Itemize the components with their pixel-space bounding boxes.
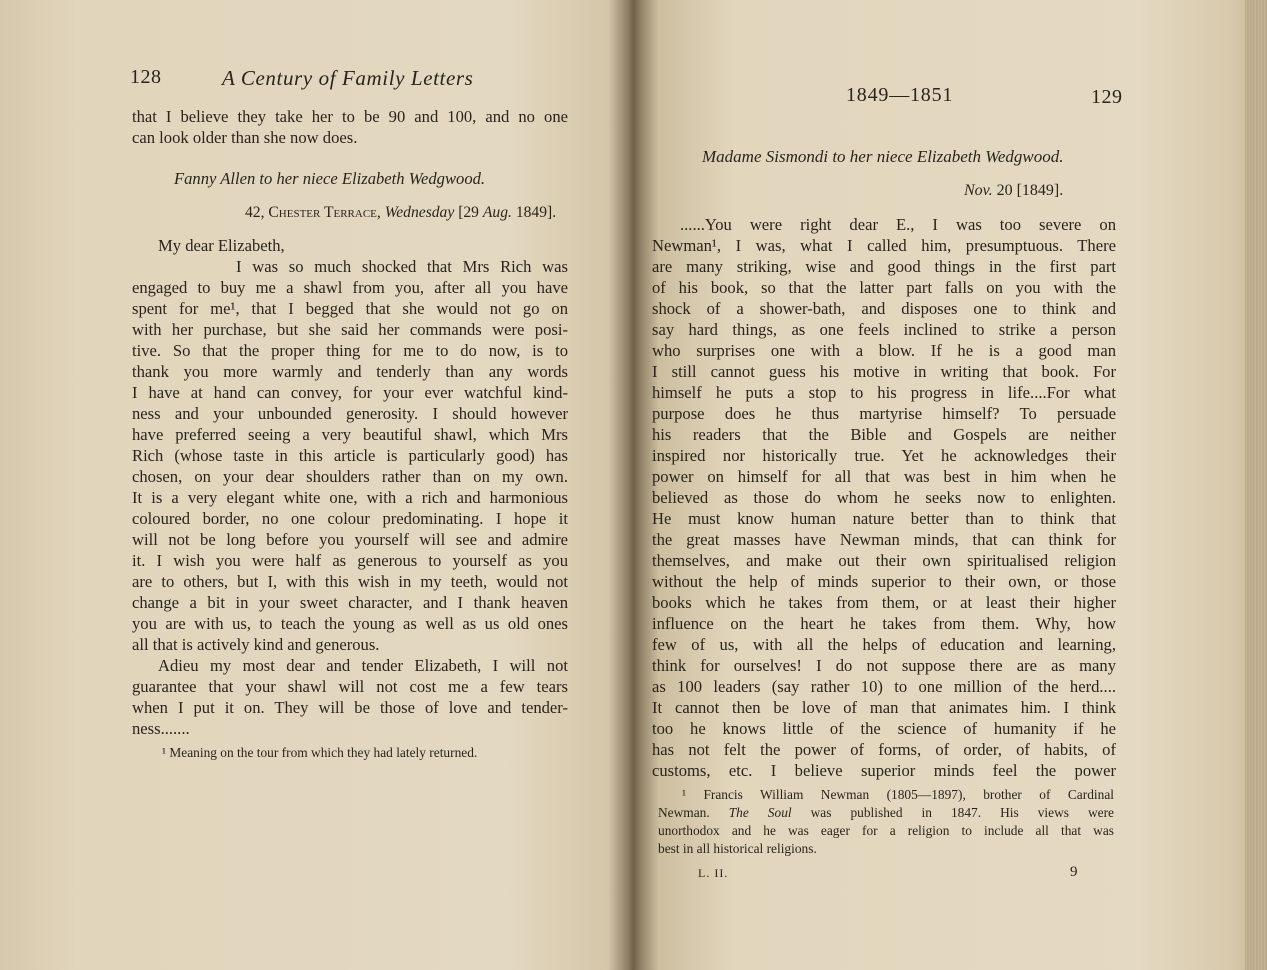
text-line: who surprises one with a blow. If he is a good man <box>652 341 1116 360</box>
right-page <box>622 0 1267 970</box>
address-number: 42, <box>245 204 265 221</box>
text-line: the great masses have Newman minds, that can think for <box>652 530 1116 549</box>
right-page-number: 129 <box>1091 86 1123 108</box>
text-line: as 100 leaders (say rather 10) to one million of the herd.... <box>652 677 1116 696</box>
text-line: It is a very elegant white one, with a rich and harmonious <box>132 488 568 507</box>
text-line: I still cannot guess his motive in writing that book. For <box>652 362 1116 381</box>
text-line: I have at hand can convey, for your ever watchful kind- <box>132 383 568 402</box>
date-line <box>964 182 1063 200</box>
text-line: will not be long before you yourself will see and admire <box>132 530 568 549</box>
text-line: engaged to buy me a shawl from you, after all you have <box>132 278 568 297</box>
text-line: books which he takes from them, or at least their higher <box>652 593 1116 612</box>
footnote-text: Newman. <box>658 805 710 820</box>
text-line: influence on the heart he takes from them. Why, how <box>652 614 1116 633</box>
footnote-book-title: The Soul <box>728 805 792 820</box>
footnote-line: unorthodox and he was eager for a religion to include all that was <box>658 823 1114 838</box>
text-line: power on himself for all that was best in him when he <box>652 467 1116 486</box>
text-line: too he knows little of the science of humanity if he <box>652 719 1116 738</box>
text-line: can look older than she now does. <box>132 128 358 147</box>
text-line: all that is actively kind and generous. <box>132 635 380 654</box>
text-line: are many striking, wise and good things in the first part <box>652 257 1116 276</box>
footnote-line: best in all historical religions. <box>658 841 817 856</box>
text-line: that I believe they take her to be 90 and 100, and no one <box>132 107 568 126</box>
address-street: Chester Terrace, <box>268 204 381 221</box>
address-line <box>245 204 556 222</box>
text-line: when I put it on. They will be those of love and tender- <box>132 698 568 717</box>
text-line: customs, etc. I believe superior minds feel the power <box>652 761 1116 780</box>
text-line: guarantee that your shawl will not cost me a few tears <box>132 677 568 696</box>
footnote-text: was published in 1847. His views were <box>810 805 1114 820</box>
text-line: coloured border, no one colour predominating. I hope it <box>132 509 568 528</box>
text-line: has not felt the power of forms, of order, of habits, of <box>652 740 1116 759</box>
page-edge-stack <box>1245 0 1267 970</box>
text-line: It cannot then be love of man that animates him. I think <box>652 698 1116 717</box>
text-line: change a bit in your sweet character, and I thank heaven <box>132 593 568 612</box>
letter-heading: Madame Sismondi to her niece Elizabeth Wedgwood. <box>702 147 1064 166</box>
text-line: his readers that the Bible and Gospels are neither <box>652 425 1116 444</box>
text-line: thank you more warmly and tenderly than any words <box>132 362 568 381</box>
footnote-line: ¹ Francis William Newman (1805—1897), brother of Cardinal <box>682 787 1114 802</box>
signature-mark: L. II. <box>698 866 729 880</box>
text-line: He must know human nature better than to think that <box>652 509 1116 528</box>
letter-heading: Fanny Allen to her niece Elizabeth Wedgwood. <box>174 169 486 188</box>
text-line: have preferred seeing a very beautiful shawl, which Mrs <box>132 425 568 444</box>
text-line: without the help of minds superior to their own, or those <box>652 572 1116 591</box>
left-footnote: ¹ Meaning on the tour from which they had lately returned. <box>162 745 478 760</box>
text-line: say hard things, as one feels inclined to strike a person <box>652 320 1116 339</box>
text-line: ness and your unbounded generosity. I should however <box>132 404 568 423</box>
text-line: themselves, and make out their own spiritualised religion <box>652 551 1116 570</box>
salutation: My dear Elizabeth, <box>158 236 285 255</box>
text-line: Rich (whose taste in this article is particularly good) has <box>132 446 568 465</box>
text-line: it. I wish you were half as generous to yourself as you <box>132 551 568 570</box>
text-line: shock of a shower-bath, and disposes one to think and <box>652 299 1116 318</box>
text-line: I was so much shocked that Mrs Rich was <box>236 257 568 276</box>
date-day-year: 20 [1849]. <box>996 182 1064 199</box>
text-line: ......You were right dear E., I was too severe on <box>680 215 1116 234</box>
date-month: Nov. <box>964 182 993 199</box>
text-line: believed as those do whom he seeks now to enlighten. <box>652 488 1116 507</box>
footnote-line <box>658 804 1114 822</box>
address-date-open: [29 <box>458 204 479 221</box>
text-line: tive. So that the proper thing for me to do now, is to <box>132 341 568 360</box>
text-line: with her purchase, but she said her commands were posi- <box>132 320 568 339</box>
text-line: are to others, but I, with this wish in my teeth, would not <box>132 572 568 591</box>
address-day: Wednesday <box>384 204 455 221</box>
running-title: A Century of Family Letters <box>222 66 474 90</box>
text-line: few of us, with all the helps of education and learning, <box>652 635 1116 654</box>
text-line: of his book, so that the latter part falls on you with the <box>652 278 1116 297</box>
text-line: spent for me¹, that I begged that she would not go on <box>132 299 568 318</box>
left-page-number: 128 <box>130 66 162 88</box>
address-month: Aug. <box>482 204 512 221</box>
signature-number: 9 <box>1070 864 1078 880</box>
text-line: Newman¹, I was, what I called him, presumptuous. There <box>652 236 1116 255</box>
text-line: Adieu my most dear and tender Elizabeth, I will not <box>158 656 568 675</box>
text-line: chosen, on your dear shoulders rather than on my own. <box>132 467 568 486</box>
text-line: think for ourselves! I do not suppose there are as many <box>652 656 1116 675</box>
address-year: 1849]. <box>515 204 557 221</box>
text-line: ness....... <box>132 719 190 738</box>
text-line: you are with us, to teach the young as well as us old ones <box>132 614 568 633</box>
running-date: 1849—1851 <box>846 84 954 106</box>
text-line: inspired nor historically true. Yet he acknowledges their <box>652 446 1116 465</box>
text-line: himself he puts a stop to his progress in life....For what <box>652 383 1116 402</box>
text-line: purpose does he thus martyrise himself? To persuade <box>652 404 1116 423</box>
left-page <box>0 0 618 970</box>
